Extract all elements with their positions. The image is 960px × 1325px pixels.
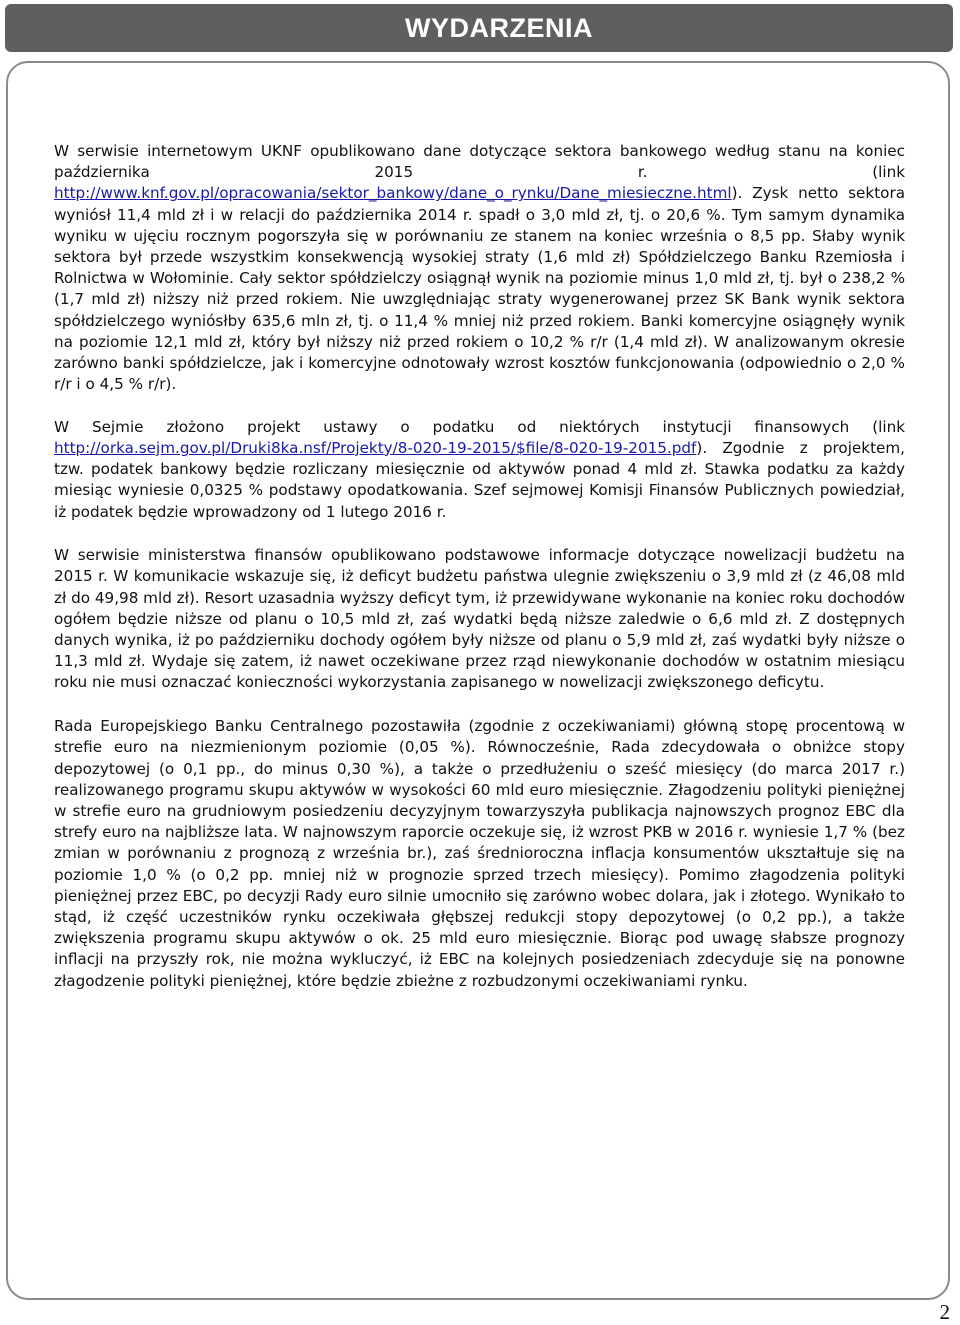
sejm-bill-link[interactable]: http://orka.sejm.gov.pl/Druki8ka.nsf/Projekty/8-020-19-2015/$file/8-020-19-2015.pdf [54, 438, 697, 457]
paragraph-text: W Sejmie złożono projekt ustawy o podatku od niektórych instytucji finansowych (link [54, 417, 905, 436]
paragraph-text: ). Zysk netto sektora wyniósł 11,4 mld zł i w relacji do października 2014 r. spadł o 3,0 mld zł, tj. o 20,6 %. Tym samym dynamika wyniku w ujęciu rocznym pogorszyła się w porównaniu ze stanem na koniec września o 8,5 pp. Słaby wynik sektora był przede wszystkim konsekwencją wysokiej straty (1,6 mld zł) Spółdzielczego Banku Rzemiosła i Rolnictwa w Wołominie. Cały sektor spółdzielczy osiągnął wynik na poziomie minus 1,0 mld zł, tj. był o 238,2 % (1,7 mld zł) niższy niż przed rokiem. Nie uwzględniając straty wygenerowanej przez SK Bank wynik sektora spółdzielczego wyniósłby 635,6 mln zł, tj. o 11,4 % mniej niż przed rokiem. Banki komercyjne osiągnęły wynik na poziomie 12,1 mld zł, który był niższy niż przed rokiem o 10,2 % r/r (1,4 mld zł). W analizowanym okresie zarówno banki spółdzielcze, jak i komercyjne odnotowały wzrost kosztów funkcjonowania (odpowiednio o 2,0 % r/r i o 4,5 % r/r). [54, 184, 905, 394]
paragraph-text: ). Zgodnie z projektem, tzw. podatek bankowy będzie rozliczany miesięcznie od aktywów ponad 4 mld zł. Stawka podatku za każdy miesiąc wyniesie 0,0325 % podstawy opodatkowania. Szef sejmowej Komisji Finansów Publicznych powiedział, iż podatek będzie wprowadzony od 1 lutego 2016 r. [54, 438, 905, 521]
section-header [5, 4, 953, 52]
section-title: WYDARZENIA [405, 13, 593, 43]
page-number: 2 [939, 1300, 950, 1324]
article-body [54, 141, 905, 1013]
paragraph-knf-bank-sector [54, 141, 905, 395]
paragraph-ecb-decision: Rada Europejskiego Banku Centralnego pozostawiła (zgodnie z oczekiwaniami) główną stopę procentową w strefie euro na niezmienionym poziomie (0,05 %). Równocześnie, Rada zdecydowała o obniżce stopy depozytowej (o 0,1 pp., do minus 0,30 %), a także o przedłużeniu o sześć miesięcy (do marca 2017 r.) realizowanego programu skupu aktywów w wysokości 60 mld euro miesięcznie. Złagodzeniu polityki pieniężnej w strefie euro na grudniowym posiedzeniu decyzyjnym towarzyszyła publikacja najnowszych prognoz EBC dla strefy euro na najbliższe lata. W najnowszym raporcie oczekuje się, iż wzrost PKB w 2016 r. wyniesie 1,7 % (bez zmian w porównaniu z prognozą z września br.), zaś średnioroczna inflacja konsumentów ukształtuje się na poziomie 1,0 % (o 0,2 pp. mniej niż w prognozie sprzed trzech miesięcy). Pomimo złagodzenia polityki pieniężnej przez EBC, po decyzji Rady euro silnie umocniło się zarówno wobec dolara, jak i złotego. Wynikało to stąd, iż część uczestników rynku oczekiwała głębszej redukcji stopy depozytowej (o 0,2 pp.), a także zwiększenia programu skupu aktywów o ok. 25 mld euro miesięcznie. Biorąc pod uwagę słabsze prognozy inflacji na przyszły rok, nie można wykluczyć, iż EBC na kolejnych posiedzeniach zdecyduje się na ponowne złagodzenie polityki pieniężnej, które będzie zbieżne z rozbudzonymi oczekiwaniami rynku. [54, 717, 905, 990]
knf-data-link[interactable]: http://www.knf.gov.pl/opracowania/sektor_bankowy/dane_o_rynku/Dane_miesieczne.html [54, 184, 732, 203]
paragraph-text: W serwisie internetowym UKNF opublikowano dane dotyczące sektora bankowego według stanu na koniec października 2015 r. (link [54, 142, 905, 182]
paragraph-bank-tax [54, 417, 905, 523]
paragraph-budget-amendment: W serwisie ministerstwa finansów opublikowano podstawowe informacje dotyczące nowelizacji budżetu na 2015 r. W komunikacie wskazuje się, iż deficyt budżetu państwa ulegnie zwiększeniu o 3,9 mld zł (z 46,08 mld zł do 49,98 mld zł). Resort uzasadnia wyższy deficyt tym, iż przewidywane wykonanie na koniec roku dochodów ogółem będzie niższe od planu o 10,5 mld zł, zaś wydatki będą niższe zaledwie o 6,6 mld zł. Z dostępnych danych wynika, iż po październiku dochody ogółem były niższe od planu o 5,9 mld zł, zaś wydatki były niższe o 11,3 mld zł. Wydaje się zatem, iż nawet oczekiwane przez rząd niewykonanie dochodów w ostatnim miesiącu roku nie musi oznaczać konieczności wykorzystania zapisanego w nowelizacji zwiększonego deficytu. [54, 546, 905, 692]
